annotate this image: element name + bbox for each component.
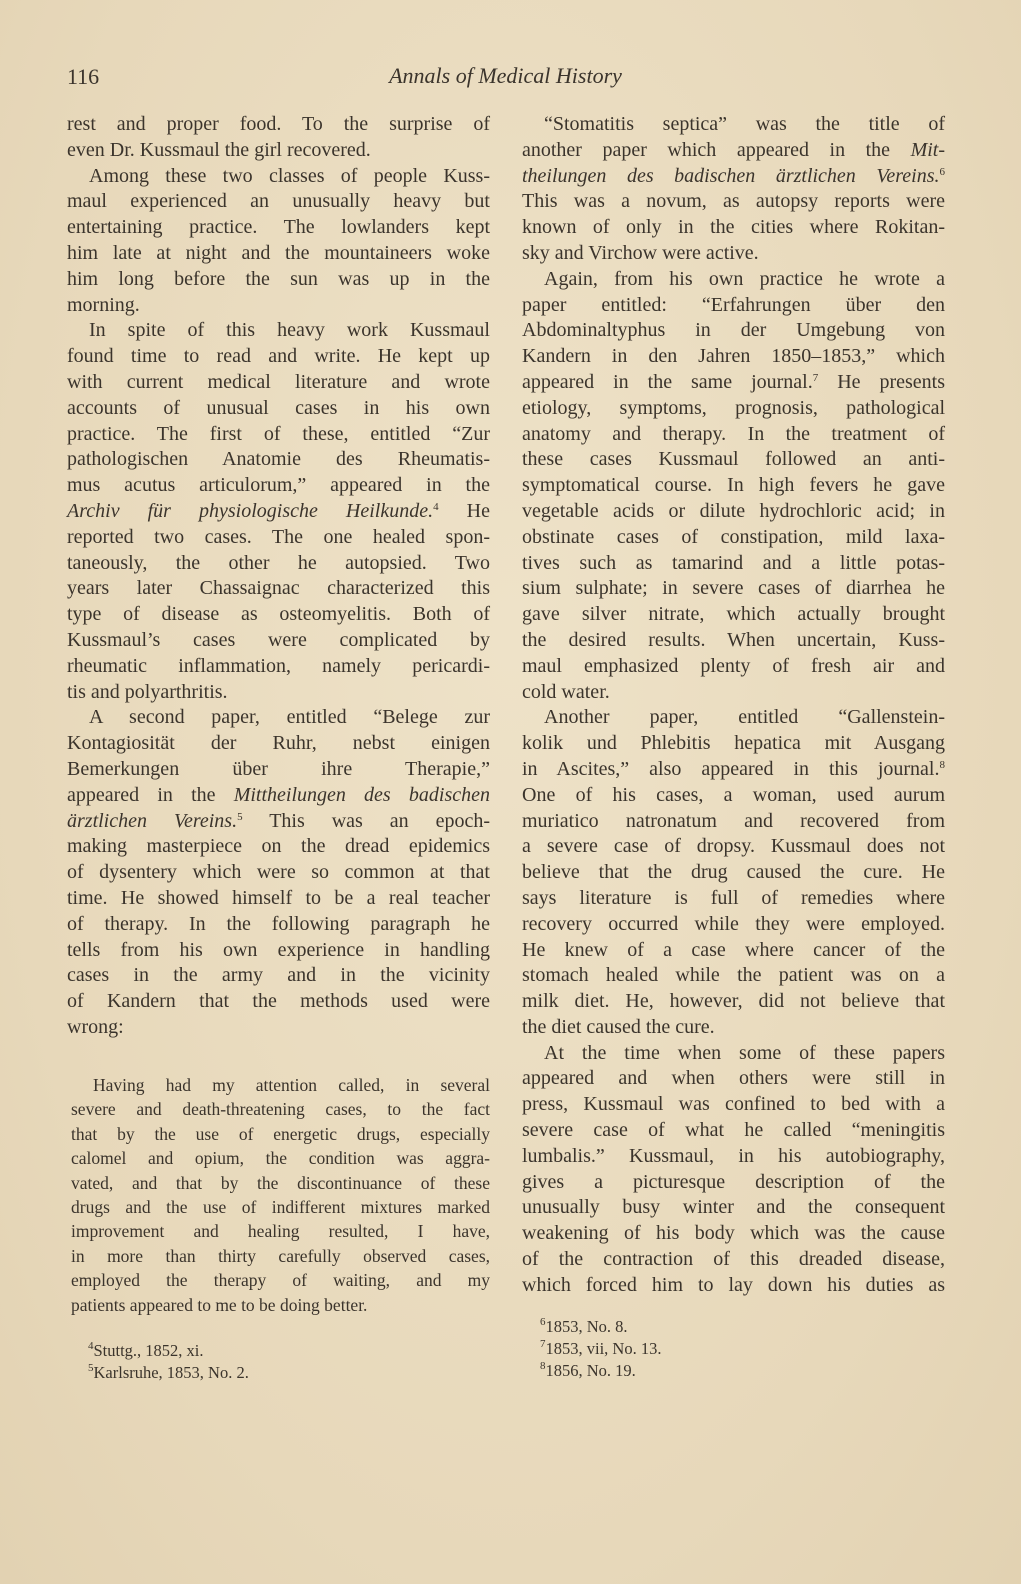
block-quote [71,1073,490,1317]
italic-title: ärztlichen Vereins. [67,809,238,832]
page-number: 116 [67,64,100,89]
text-line: with current medical literature and wrote [67,370,490,393]
text-line: Bemerkungen über ihre Therapie,” [67,757,490,780]
text-line: the desired results. When uncertain, Kuss- [522,628,945,651]
text-segment: He presents [818,370,946,393]
footnote-text: Stuttg., 1852, xi. [93,1341,204,1360]
text-line: Abdominaltyphus in der Umgebung von [522,319,945,342]
text-line: believe that the drug caused the cure. He [522,861,945,884]
text-line: taneously, the other he autopsied. Two [67,551,490,574]
text-line: He knew of a case where cancer of the [522,938,945,961]
text-line: maul experienced an unusually heavy but [67,190,490,213]
text-line: known of only in the cities where Rokitan- [522,216,945,239]
text-line: cases in the army and in the vicinity [67,964,490,987]
text-line: tives such as tamarind and a little potas- [522,551,945,574]
text-line: type of disease as osteomyelitis. Both of [67,603,490,626]
footnote-reference: 5 [237,810,243,823]
text-line: found time to read and write. He kept up [67,345,490,368]
text-line: In spite of this heavy work Kussmaul [89,319,490,342]
text-line: Having had my attention called, in several [93,1075,490,1095]
text-line: Kontagiosität der Ruhr, nebst einigen [67,732,490,755]
text-line: muriatico natronatum and recovered from [522,809,945,832]
text-line: pathologischen Anatomie des Rheumatis- [67,448,490,471]
paragraph [67,112,490,164]
text-line: vated, and that by the discontinuance of these [71,1172,490,1193]
text-line: that by the use of energetic drugs, especially [71,1123,490,1144]
italic-title: Archiv für physiologische Heilkunde. [67,499,434,522]
text-line: vegetable acids or dilute hydrochloric acid; in [522,499,945,522]
text-line: gave silver nitrate, which actually brought [522,603,945,626]
text-line: sium sulphate; in severe cases of diarrhea he [522,577,945,600]
text-line [522,370,945,396]
text-line: making masterpiece on the dread epidemics [67,835,490,858]
paragraph [522,1041,945,1299]
text-line: Kandern in den Jahren 1850–1853,” which [522,345,945,368]
text-segment: appeared in the [67,783,234,806]
text-line: etiology, symptoms, prognosis, pathological [522,396,945,419]
footnote-reference: 6 [939,165,945,178]
text-line: of Kandern that the methods used were [67,990,490,1013]
text-line: calomel and opium, the condition was aggra- [71,1148,490,1169]
text-line: the diet caused the cure. [522,1015,715,1038]
right-column [522,112,945,1299]
footnote [540,1360,661,1382]
text-line: At the time when some of these papers [544,1041,945,1064]
text-line: reported two cases. The one healed spon- [67,525,490,548]
text-line: of therapy. In the following paragraph he [67,912,490,935]
paragraph [67,318,490,705]
text-line: rest and proper food. To the surprise of [67,113,490,135]
text-line: appeared and when others were still in [522,1067,945,1090]
paragraph [71,1073,490,1317]
text-line: A second paper, entitled “Belege zur [89,706,490,729]
footnote [88,1362,249,1384]
text-line: says literature is full of remedies where [522,886,945,909]
footnote-text: 1853, No. 8. [545,1317,628,1336]
text-line [522,164,945,190]
text-line: practice. The first of these, entitled “Zur [67,422,490,445]
text-line: press, Kussmaul was confined to bed with a [522,1093,945,1116]
footnote-text: Karlsruhe, 1853, No. 2. [93,1363,249,1382]
text-line: anatomy and therapy. In the treatment of [522,422,945,445]
footnote-text: 1853, vii, No. 13. [545,1339,662,1358]
footnote [88,1340,249,1362]
text-line: accounts of unusual cases in his own [67,396,490,419]
footnote-text: 1856, No. 19. [545,1361,636,1380]
footnotes-right [540,1316,661,1382]
text-line: sky and Virchow were active. [522,241,759,264]
text-line: “Stomatitis septica” was the title of [544,113,945,135]
footnote-mark: 8 [540,1360,546,1372]
text-line: Again, from his own practice he wrote a [544,267,945,290]
text-line: years later Chassaignac characterized this [67,577,490,600]
text-line: unusually busy winter and the consequent [522,1196,945,1219]
italic-title: Mit- [910,138,945,161]
text-line: of the contraction of this dreaded disease, [522,1248,945,1271]
text-line: improvement and healing resulted, I have, [71,1221,490,1242]
text-line: him late at night and the mountaineers woke [67,241,490,264]
footnotes-left [88,1340,249,1384]
text-line: Another paper, entitled “Gallenstein- [544,706,945,729]
text-line [67,499,490,525]
text-line: of dysentery which were so common at that [67,861,490,884]
footnote-mark: 4 [88,1340,94,1352]
footnote-mark: 7 [540,1338,546,1350]
text-line: Kussmaul’s cases were complicated by [67,628,490,651]
text-segment: This was an epoch- [242,809,491,832]
text-line: even Dr. Kussmaul the girl recovered. [67,138,371,161]
text-line: maul emphasized plenty of fresh air and [522,654,945,677]
text-line: which forced him to lay down his duties as [522,1273,945,1296]
text-line: milk diet. He, however, did not believe that [522,990,945,1013]
italic-title: theilungen des badischen ärztlichen Vereins. [522,164,940,187]
text-line: obstinate cases of constipation, mild laxa- [522,525,945,548]
text-line: patients appeared to me to be doing better. [71,1294,368,1315]
text-segment: appeared in the same journal. [522,370,813,393]
text-line [67,809,490,835]
text-line: lumbalis.” Kussmaul, in his autobiography, [522,1144,945,1167]
text-line: tells from his own experience in handling [67,938,490,961]
footnote-mark: 5 [88,1362,94,1374]
text-line [522,138,945,164]
italic-title: Mittheilungen des badischen [233,783,490,806]
text-line: drugs and the use of indifferent mixtures marked [71,1196,490,1217]
footnote-reference: 4 [433,500,439,513]
text-line: recovery occurred while they were employed. [522,912,945,935]
footnote [540,1338,661,1360]
text-line: cold water. [522,680,610,703]
text-line: kolik und Phlebitis hepatica mit Ausgang [522,732,945,755]
paragraph [522,705,945,1040]
footnote-reference: 7 [812,371,819,384]
footnote-reference: 8 [939,758,945,771]
text-line: One of his cases, a woman, used aurum [522,783,945,806]
text-line [522,757,945,783]
text-line: This was a novum, as autopsy reports were [522,190,945,213]
text-line: gives a picturesque description of the [522,1170,945,1193]
paragraph [522,267,945,706]
text-line: these cases Kussmaul followed an anti- [522,448,945,471]
text-line: severe and death-threatening cases, to the fact [71,1099,490,1120]
text-line: time. He showed himself to be a real teacher [67,886,490,909]
text-line: Among these two classes of people Kuss- [89,164,490,187]
paragraph [67,705,490,1040]
text-line: him long before the sun was up in the [67,267,490,290]
left-column [67,112,490,1041]
paragraph [522,112,945,267]
text-line: in more than thirty carefully observed cases, [71,1245,490,1266]
paragraph [67,164,490,319]
text-line: morning. [67,293,140,316]
text-line: a severe case of dropsy. Kussmaul does not [522,835,945,858]
text-line: mus acutus articulorum,” appeared in the [67,474,490,497]
text-segment: another paper which appeared in the [522,138,911,161]
text-line: paper entitled: “Erfahrungen über den [522,293,945,316]
text-segment: in Ascites,” also appeared in this journal. [522,757,940,780]
text-line: stomach healed while the patient was on a [522,964,945,987]
text-line: weakening of his body which was the cause [522,1222,945,1245]
text-line [67,783,490,809]
text-line: entertaining practice. The lowlanders kept [67,216,490,239]
text-line: severe case of what he called “meningitis [522,1119,945,1142]
text-line: wrong: [67,1015,124,1038]
text-line: tis and polyarthritis. [67,680,228,703]
text-line: employed the therapy of waiting, and my [71,1270,490,1291]
footnote [540,1316,661,1338]
text-line: rheumatic inflammation, namely pericardi- [67,654,490,677]
running-header-title: Annals of Medical History [389,63,622,88]
text-segment: He [438,499,490,522]
text-line: symptomatical course. In high fevers he gave [522,474,945,497]
footnote-mark: 6 [540,1316,546,1328]
